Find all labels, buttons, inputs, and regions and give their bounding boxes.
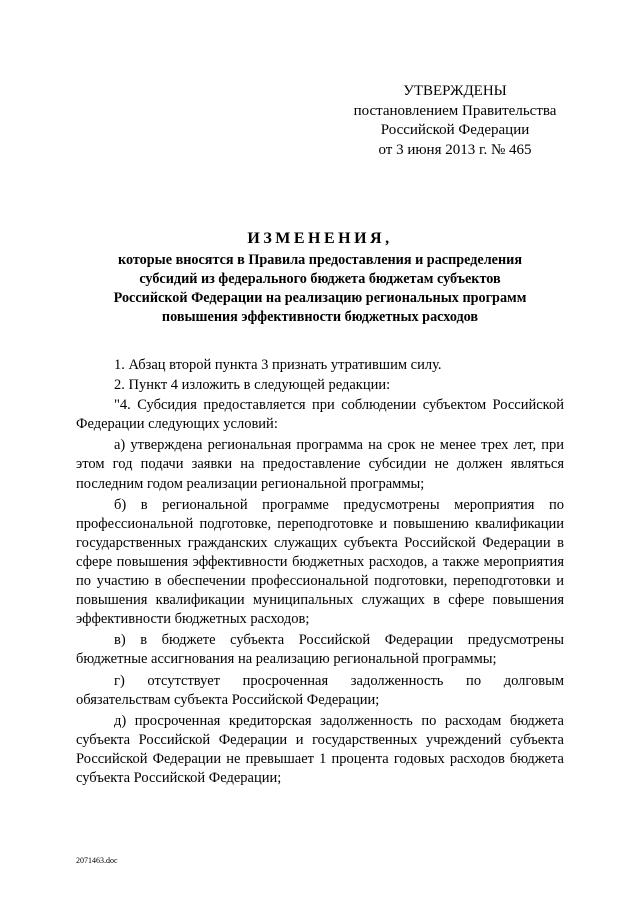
- document-body: [76, 356, 564, 790]
- paragraph-item-a: а) утверждена региональная программа на срок не менее трех лет, при этом год подачи заявки на предоставление субсидии не должен являться последним годом реализации региональной программы;: [76, 437, 564, 492]
- subtitle-line-4: повышения эффективности бюджетных расходов: [161, 309, 479, 325]
- approval-line-3: Российской Федерации: [380, 122, 530, 138]
- paragraph-3: "4. Субсидия предоставляется при соблюдении субъектом Российской Федерации следующих условий:: [76, 397, 564, 433]
- approval-line-4: от 3 июня 2013 г. № 465: [378, 141, 532, 158]
- paragraph-item-b: б) в региональной программе предусмотрены мероприятия по профессиональной подготовке, переподготовке и повышению квалификации государственных гражданских служащих субъекта Российской Федерации в сфере повышения эффективности бюджетных расходов, а также мероприятия по участию в обеспечении профессиональной подготовки, переподготовки и повышения квалификации муниципальных служащих в сфере повышения эффективности бюджетных расходов;: [76, 496, 564, 628]
- subtitle-line-1: которые вносятся в Правила предоставления и распределения: [117, 252, 523, 268]
- paragraph-item-v: в) в бюджете субъекта Российской Федерации предусмотрены бюджетные ассигнования на реализацию региональной программы;: [76, 632, 564, 668]
- paragraph-item-g: г) отсутствует просроченная задолженность по долговым обязательствам субъекта Российской Федерации;: [76, 672, 564, 708]
- approval-line-1: УТВЕРЖДЕНЫ: [403, 83, 507, 99]
- approval-stamp: [330, 82, 580, 160]
- paragraph-item-d: д) просроченная кредиторская задолженность по расходам бюджета субъекта Российской Федерации и государственных учреждений субъекта Российской Федерации не превышает 1 процента годовых расходов бюджета субъекта Российской Федерации;: [76, 712, 564, 786]
- title-block: [60, 228, 580, 327]
- document-heading: ИЗМЕНЕНИЯ,: [247, 230, 393, 247]
- paragraph-2: 2. Пункт 4 изложить в следующей редакции:: [114, 377, 391, 394]
- file-name-footer: 2071463.doc: [76, 856, 118, 865]
- document-subtitle: [60, 251, 580, 327]
- approval-line-2: постановлением Правительства: [353, 102, 557, 119]
- paragraph-1: 1. Абзац второй пункта 3 признать утратившим силу.: [114, 357, 442, 373]
- subtitle-line-2: субсидий из федерального бюджета бюджетам субъектов: [139, 271, 501, 287]
- subtitle-line-3: Российской Федерации на реализацию региональных программ: [113, 290, 527, 306]
